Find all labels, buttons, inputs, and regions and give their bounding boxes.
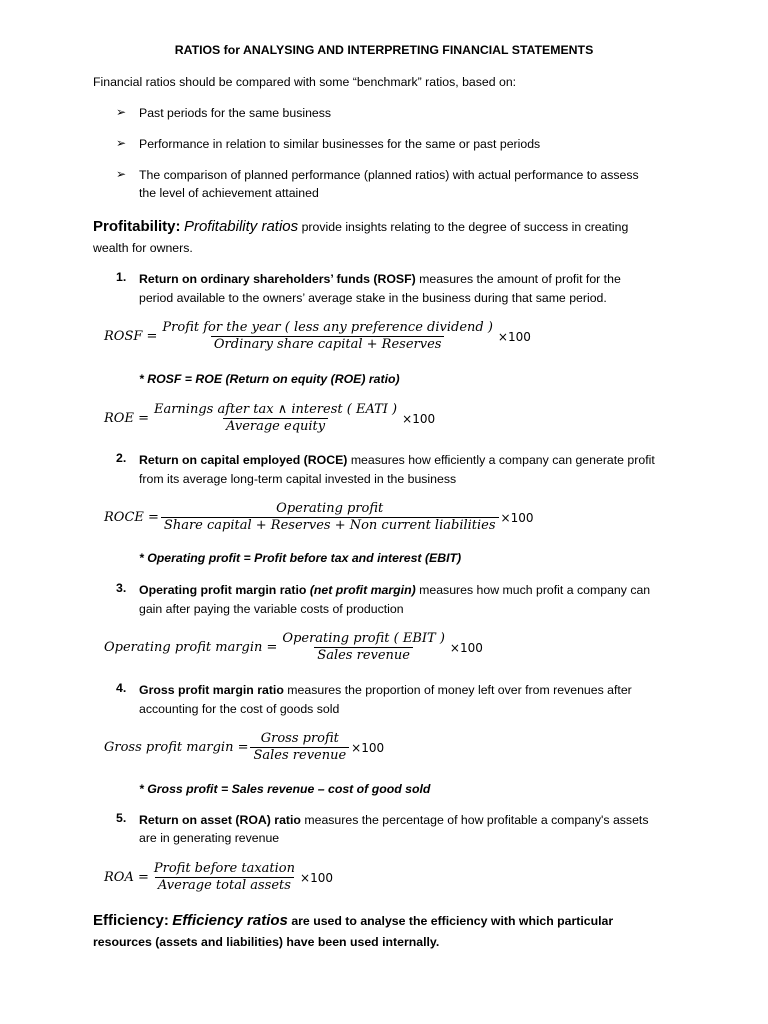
formula-numerator: Operating profit ( EBIT ) xyxy=(282,631,445,646)
profitability-description: provide insights relating to the degree of success in creating xyxy=(301,220,629,234)
item-2-description-line2: from its average long-term capital invested in the business xyxy=(139,472,457,486)
formula-multiplier: ×100 xyxy=(402,411,436,426)
formula-multiplier: ×100 xyxy=(300,870,333,885)
item-5-term: Return on asset (ROA) ratio xyxy=(139,813,301,827)
formula-multiplier: ×100 xyxy=(500,510,534,525)
item-3-text xyxy=(139,581,650,599)
formula-denominator: Average total assets xyxy=(155,877,294,894)
formula-denominator: Share capital + Reserves + Non current liabilities xyxy=(161,517,499,534)
formula-fraction xyxy=(161,501,499,534)
intro-text: Financial ratios should be compared with some “benchmark” ratios, based on: xyxy=(93,75,517,89)
item-5-text xyxy=(139,811,648,829)
item-2-term: Return on capital employed (ROCE) xyxy=(139,453,348,467)
bullet-item: Past periods for the same business xyxy=(139,106,332,120)
item-1-description: measures the amount of profit for the xyxy=(419,272,621,286)
formula-numerator: Profit for the year ( less any preference dividend ) xyxy=(162,320,493,335)
item-3-description: measures how much profit a company can xyxy=(419,583,651,597)
item-number: 5. xyxy=(116,811,127,825)
formula-fraction xyxy=(159,320,496,353)
item-4-term: Gross profit margin ratio xyxy=(139,683,284,697)
item-2-description: measures how efficiently a company can generate profit xyxy=(350,453,655,467)
formula-numerator: Gross profit xyxy=(260,731,339,746)
formula-multiplier: ×100 xyxy=(497,329,531,344)
item-number: 2. xyxy=(116,451,127,465)
item-2-text xyxy=(139,451,655,469)
bullet-arrow-icon: ➢ xyxy=(116,167,127,181)
bullet-item: Performance in relation to similar businesses for the same or past periods xyxy=(139,137,541,151)
profitability-heading-italic: Profitability ratios xyxy=(183,218,299,235)
roce-formula xyxy=(104,501,534,534)
formula-multiplier: ×100 xyxy=(449,640,483,655)
efficiency-heading: Efficiency: xyxy=(93,912,169,929)
item-4-description: measures the proportion of money left over from revenues after xyxy=(287,683,632,697)
formula-fraction xyxy=(250,731,349,764)
formula-denominator: Ordinary share capital + Reserves xyxy=(211,336,445,353)
item-1-term: Return on ordinary shareholders’ funds (ROSF) xyxy=(139,272,416,286)
profitability-heading-line xyxy=(93,218,628,236)
item-1-text xyxy=(139,270,621,288)
formula-fraction xyxy=(151,402,400,435)
formula-lhs: ROSF = xyxy=(104,329,158,344)
item-3-term: Operating profit margin ratio xyxy=(139,583,307,597)
profitability-description-line2: wealth for owners. xyxy=(93,241,193,255)
bullet-arrow-icon: ➢ xyxy=(116,136,127,150)
roa-formula xyxy=(104,861,333,894)
formula-denominator: Sales revenue xyxy=(314,647,413,664)
item-3-description-line2: gain after paying the variable costs of production xyxy=(139,602,404,616)
efficiency-heading-italic: Efficiency ratios xyxy=(172,912,288,929)
item-number: 4. xyxy=(116,681,127,695)
item-4-description-line2: accounting for the cost of goods sold xyxy=(139,702,340,716)
bullet-arrow-icon: ➢ xyxy=(116,105,127,119)
roce-note: * Operating profit = Profit before tax and interest (EBIT) xyxy=(139,551,462,565)
rosf-note: * ROSF = ROE (Return on equity (ROE) ratio) xyxy=(139,372,400,386)
formula-fraction xyxy=(279,631,448,664)
formula-denominator: Average equity xyxy=(223,418,328,435)
efficiency-heading-line xyxy=(93,912,613,930)
item-1-description-line2: period available to the owners’ average stake in the business during that same period. xyxy=(139,291,607,305)
formula-multiplier: ×100 xyxy=(351,740,385,755)
page-title: RATIOS for ANALYSING AND INTERPRETING FINANCIAL STATEMENTS xyxy=(174,43,594,57)
formula-numerator: Profit before taxation xyxy=(153,861,296,876)
item-4-text xyxy=(139,681,632,699)
formula-lhs: Operating profit margin = xyxy=(104,640,278,655)
formula-denominator: Sales revenue xyxy=(250,747,349,764)
gross-profit-margin-formula xyxy=(104,731,384,764)
profitability-heading: Profitability: xyxy=(93,218,181,235)
item-number: 1. xyxy=(116,270,127,284)
roe-formula xyxy=(104,402,435,435)
efficiency-description-line2: resources (assets and liabilities) have been used internally. xyxy=(93,935,440,949)
formula-fraction xyxy=(151,861,298,894)
formula-lhs: Gross profit margin = xyxy=(104,740,249,755)
formula-numerator: Earnings after tax ∧ interest ( EATI ) xyxy=(153,402,398,417)
formula-numerator: Operating profit xyxy=(276,501,384,516)
efficiency-description: are used to analyse the efficiency with which particular xyxy=(291,914,614,928)
item-5-description-line2: are in generating revenue xyxy=(139,831,280,845)
gross-profit-note: * Gross profit = Sales revenue – cost of good sold xyxy=(139,782,431,796)
bullet-item: The comparison of planned performance (planned ratios) with actual performance to assess xyxy=(139,168,639,182)
formula-lhs: ROE = xyxy=(104,411,149,426)
item-number: 3. xyxy=(116,581,127,595)
rosf-formula xyxy=(104,320,531,353)
item-5-description: measures the percentage of how profitable a company's assets xyxy=(304,813,649,827)
bullet-item-continued: the level of achievement attained xyxy=(139,186,319,200)
operating-profit-margin-formula xyxy=(104,631,483,664)
formula-lhs: ROCE = xyxy=(104,510,159,525)
formula-lhs: ROA = xyxy=(104,870,149,885)
item-3-term-alias: (net profit margin) xyxy=(309,583,416,597)
